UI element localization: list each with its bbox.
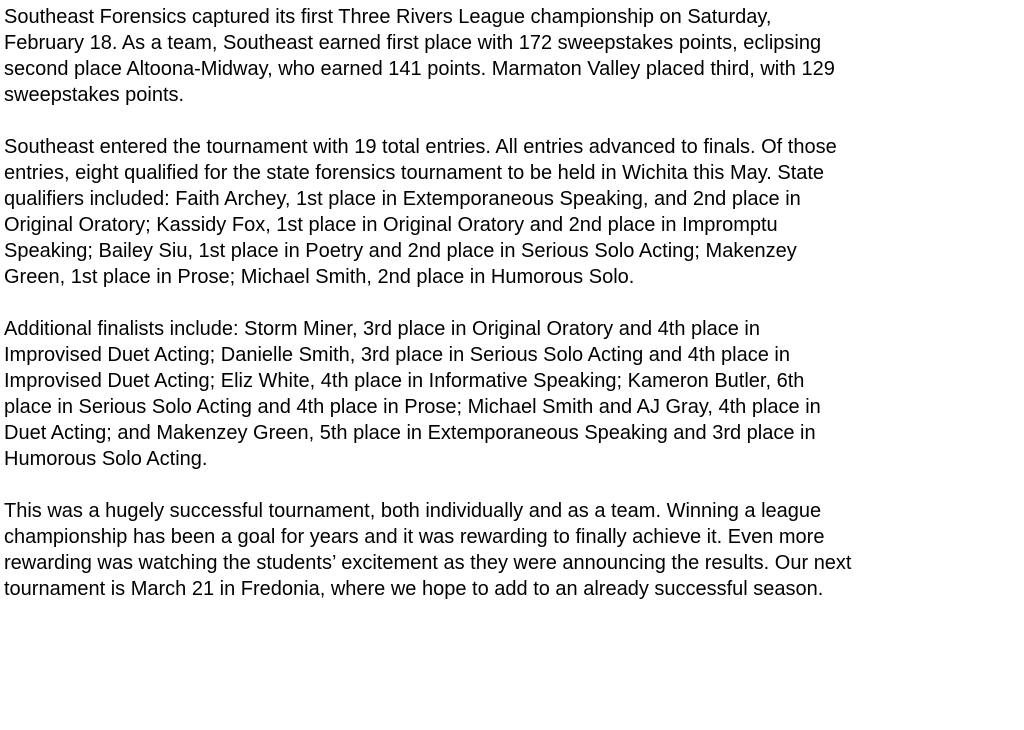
paragraph-line: tournament is March 21 in Fredonia, where we hope to add to an already successful season. <box>4 578 824 600</box>
paragraph-closing <box>4 498 1020 602</box>
paragraph-line: Additional finalists include: Storm Miner, 3rd place in Original Oratory and 4th place in <box>4 318 760 340</box>
paragraph-line: Improvised Duet Acting; Eliz White, 4th place in Informative Speaking; Kameron Butler, 6th <box>4 370 805 392</box>
paragraph-state-qualifiers <box>4 134 1020 290</box>
paragraph-line: place in Serious Solo Acting and 4th place in Prose; Michael Smith and AJ Gray, 4th place in <box>4 396 821 418</box>
paragraph-line: sweepstakes points. <box>4 84 185 106</box>
paragraph-line: Southeast Forensics captured its first Three Rivers League championship on Saturday, <box>4 6 772 28</box>
paragraph-line: Southeast entered the tournament with 19 total entries. All entries advanced to finals. Of those <box>4 136 837 158</box>
paragraph-line: February 18. As a team, Southeast earned first place with 172 sweepstakes points, eclipsing <box>4 32 822 54</box>
paragraph-line: Green, 1st place in Prose; Michael Smith, 2nd place in Humorous Solo. <box>4 266 635 288</box>
article-body <box>4 4 1020 628</box>
paragraph-line: entries, eight qualified for the state forensics tournament to be held in Wichita this May. State <box>4 162 825 184</box>
paragraph-line: This was a hugely successful tournament, both individually and as a team. Winning a league <box>4 500 822 522</box>
paragraph-line: Original Oratory; Kassidy Fox, 1st place in Original Oratory and 2nd place in Impromptu <box>4 214 778 236</box>
paragraph-line: championship has been a goal for years and it was rewarding to finally achieve it. Even more <box>4 526 825 548</box>
paragraph-line: rewarding was watching the students’ excitement as they were announcing the results. Our next <box>4 552 852 574</box>
paragraph-championship <box>4 4 1020 108</box>
paragraph-line: Duet Acting; and Makenzey Green, 5th place in Extemporaneous Speaking and 3rd place in <box>4 422 816 444</box>
paragraph-line: Speaking; Bailey Siu, 1st place in Poetry and 2nd place in Serious Solo Acting; Makenzey <box>4 240 797 262</box>
paragraph-line: second place Altoona-Midway, who earned 141 points. Marmaton Valley placed third, with 129 <box>4 58 835 80</box>
paragraph-line: Humorous Solo Acting. <box>4 448 208 470</box>
paragraph-line: Improvised Duet Acting; Danielle Smith, 3rd place in Serious Solo Acting and 4th place in <box>4 344 790 366</box>
paragraph-additional-finalists <box>4 316 1020 472</box>
paragraph-line: qualifiers included: Faith Archey, 1st place in Extemporaneous Speaking, and 2nd place in <box>4 188 801 210</box>
